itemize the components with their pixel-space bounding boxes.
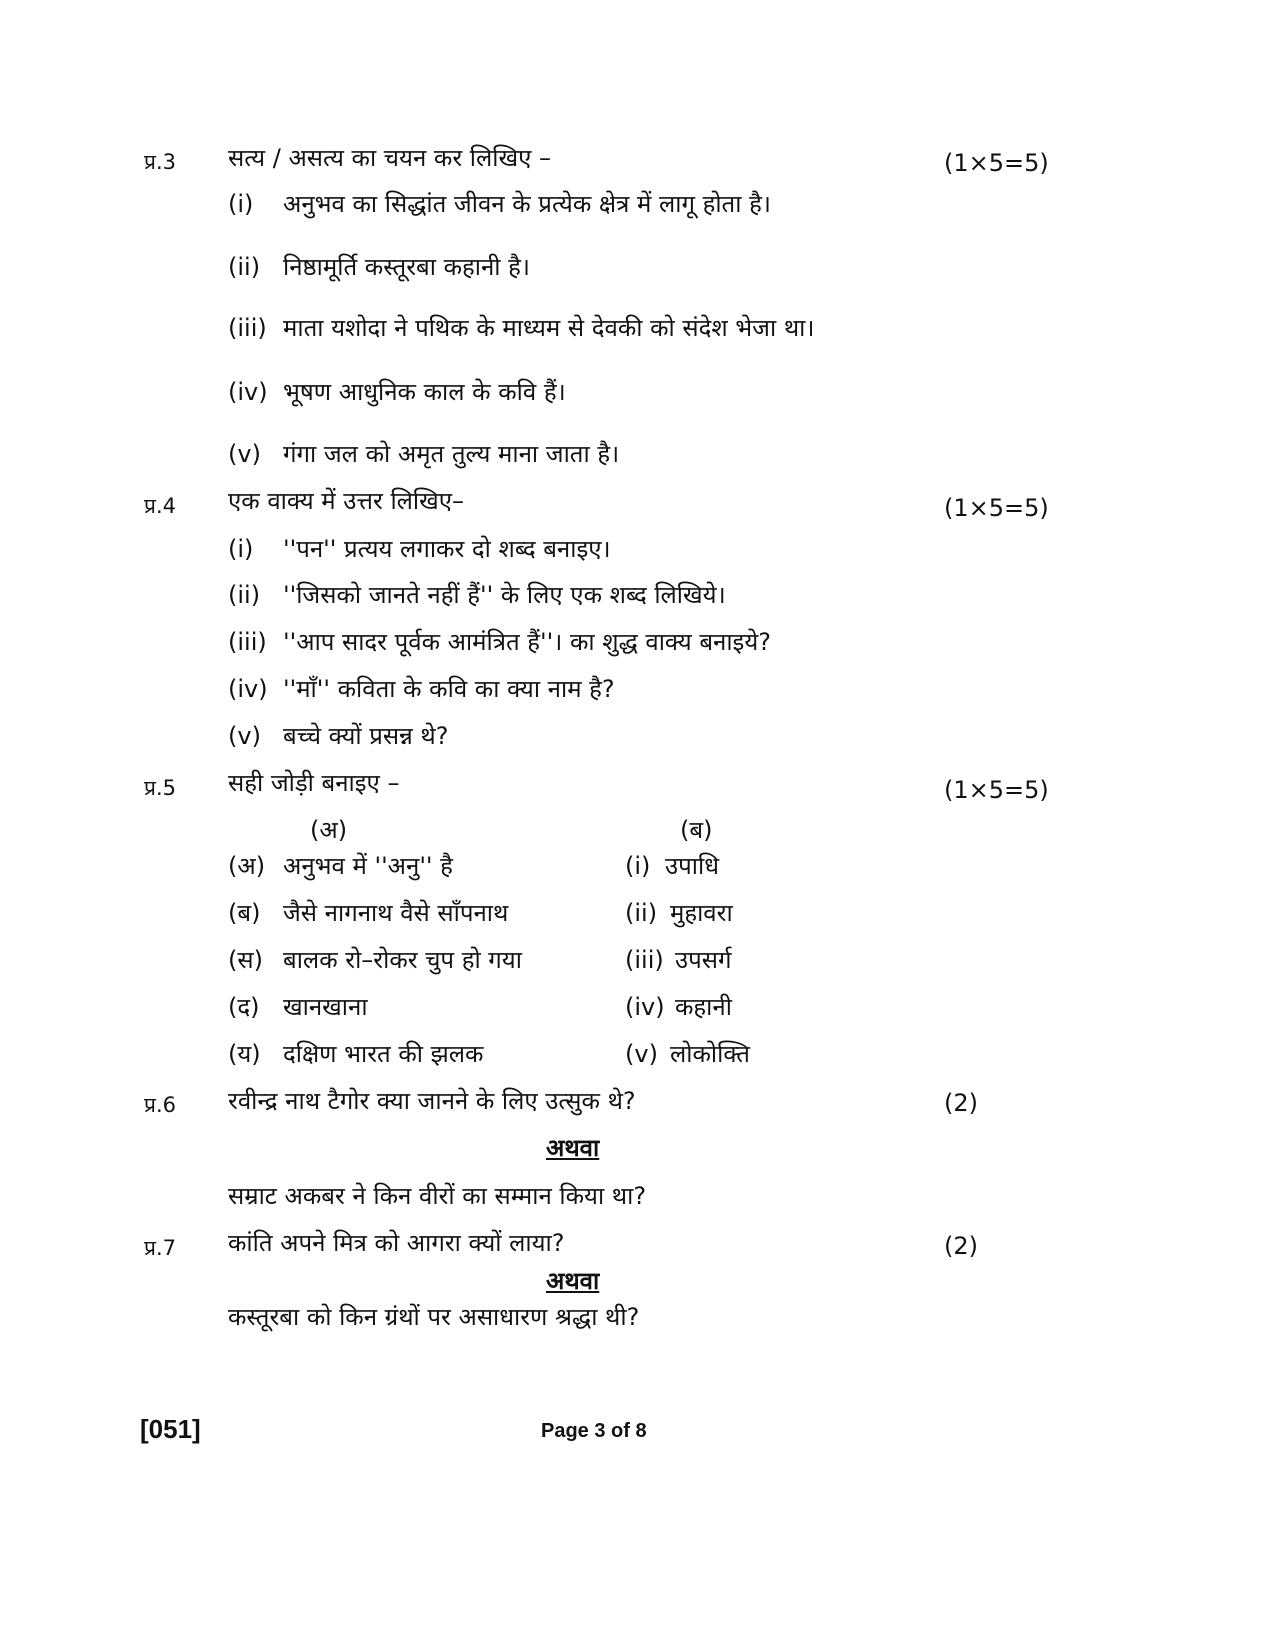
q3-item-text: अनुभव का सिद्धांत जीवन के प्रत्येक क्षेत्र में लागू होता है।	[283, 190, 771, 218]
q5-a-label: (स)	[228, 946, 263, 974]
q6-question: रवीन्द्र नाथ टैगोर क्या जानने के लिए उत्सुक थे?	[228, 1087, 636, 1115]
q5-b-label: (ii)	[625, 899, 658, 927]
q6-alt-question: सम्राट अकबर ने किन वीरों का सम्मान किया था?	[228, 1182, 647, 1210]
q3-item-text: माता यशोदा ने पथिक के माध्यम से देवकी को संदेश भेजा था।	[283, 314, 815, 342]
q3-instruction: सत्य / असत्य का चयन कर लिखिए –	[228, 144, 552, 172]
q5-col-a-header: (अ)	[310, 816, 348, 844]
q5-a-text: अनुभव में ''अनु'' है	[283, 852, 453, 880]
q4-item-label: (v)	[228, 722, 261, 750]
q5-instruction: सही जोड़ी बनाइए –	[228, 769, 400, 797]
page-number: Page 3 of 8	[541, 1420, 647, 1442]
q4-item-text: बच्चे क्यों प्रसन्न थे?	[283, 722, 449, 750]
q5-b-text: उपसर्ग	[675, 946, 732, 974]
q6-number: प्र.6	[144, 1093, 176, 1117]
paper-code: [051]	[140, 1414, 201, 1444]
q5-a-text: खानखाना	[283, 993, 368, 1021]
q4-item-label: (ii)	[228, 581, 261, 609]
q5-a-label: (अ)	[228, 852, 266, 880]
q4-marks: (1×5=5)	[944, 494, 1049, 522]
q3-item-text: भूषण आधुनिक काल के कवि हैं।	[283, 378, 566, 406]
q5-b-label: (i)	[625, 852, 651, 880]
q3-item-label: (v)	[228, 440, 261, 468]
q4-item-text: ''जिसको जानते नहीं हैं'' के लिए एक शब्द लिखिये।	[283, 581, 726, 609]
q7-number: प्र.7	[144, 1236, 176, 1260]
q5-a-text: जैसे नागनाथ वैसे साँपनाथ	[283, 899, 509, 927]
q5-b-label: (iv)	[625, 993, 665, 1021]
q3-item-text: निष्ठामूर्ति कस्तूरबा कहानी है।	[283, 253, 530, 281]
q7-question: कांति अपने मित्र को आगरा क्यों लाया?	[228, 1229, 565, 1257]
q3-item-label: (iii)	[228, 314, 267, 342]
q5-b-text: कहानी	[675, 993, 732, 1021]
q4-instruction: एक वाक्य में उत्तर लिखिए–	[228, 487, 465, 515]
q7-alt-question: कस्तूरबा को किन ग्रंथों पर असाधारण श्रद्धा थी?	[228, 1303, 640, 1331]
q3-item-text: गंगा जल को अमृत तुल्य माना जाता है।	[283, 440, 620, 468]
q3-item-label: (ii)	[228, 253, 261, 281]
q6-or-label: अथवा	[546, 1134, 600, 1162]
q7-or-label: अथवा	[546, 1267, 600, 1295]
q5-b-label: (iii)	[625, 946, 664, 974]
q5-number: प्र.5	[144, 776, 176, 800]
q5-b-label: (v)	[625, 1040, 658, 1068]
q4-item-text: ''माँ'' कविता के कवि का क्या नाम है?	[283, 675, 615, 703]
q5-a-text: दक्षिण भारत की झलक	[283, 1040, 484, 1068]
q4-item-text: ''पन'' प्रत्यय लगाकर दो शब्द बनाइए।	[283, 535, 611, 563]
q4-item-label: (iv)	[228, 675, 268, 703]
q5-b-text: लोकोक्ति	[670, 1040, 750, 1068]
q4-number: प्र.4	[144, 494, 176, 518]
q5-a-label: (य)	[228, 1040, 261, 1068]
q7-marks: (2)	[944, 1232, 978, 1260]
q3-number: प्र.3	[144, 150, 176, 174]
q3-item-label: (iv)	[228, 378, 268, 406]
q4-item-text: ''आप सादर पूर्वक आमंत्रित हैं''। का शुद्ध वाक्य बनाइये?	[283, 628, 771, 656]
q5-a-label: (द)	[228, 993, 260, 1021]
q5-b-text: मुहावरा	[670, 899, 733, 927]
q4-item-label: (i)	[228, 535, 254, 563]
q5-a-label: (ब)	[228, 899, 261, 927]
q5-b-text: उपाधि	[665, 852, 719, 880]
q3-marks: (1×5=5)	[944, 149, 1049, 177]
q3-item-label: (i)	[228, 190, 254, 218]
q6-marks: (2)	[944, 1089, 978, 1117]
q5-a-text: बालक रो–रोकर चुप हो गया	[283, 946, 522, 974]
q5-marks: (1×5=5)	[944, 776, 1049, 804]
q5-col-b-header: (ब)	[680, 816, 713, 844]
q4-item-label: (iii)	[228, 628, 267, 656]
